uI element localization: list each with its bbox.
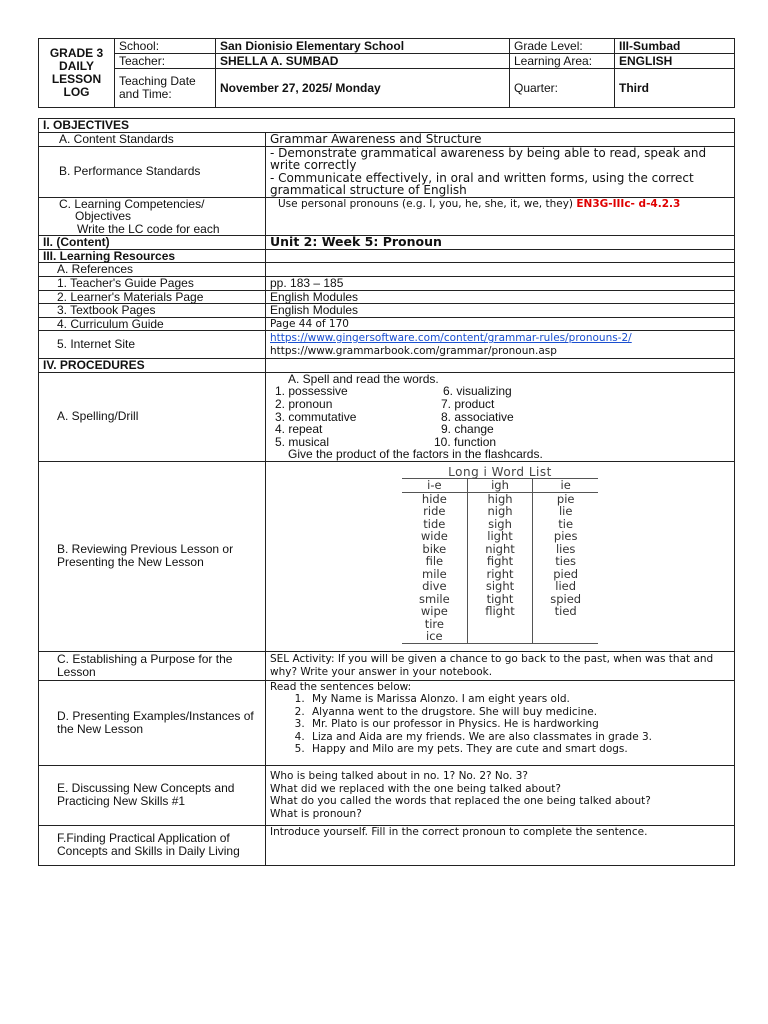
reviewing-label: B. Reviewing Previous Lesson or Presenting the New Lesson	[57, 542, 234, 569]
cg-value: Page 44 of 170	[266, 317, 735, 331]
word-list-word: right	[486, 566, 514, 581]
competencies-label-2: Objectives	[75, 209, 132, 223]
word-list-word: pied	[553, 566, 579, 581]
textbook-label: 3. Textbook Pages	[39, 304, 266, 318]
drill-word: 5. musical	[275, 434, 330, 449]
word-list-word: ride	[423, 504, 446, 518]
word-list-word: mile	[422, 566, 447, 581]
word-list-word: ice	[426, 629, 443, 643]
discussing-question: Who is being talked about in no. 1? No. 2? No. 3?	[270, 770, 528, 782]
quarter-label: Quarter:	[510, 69, 615, 108]
drill-word: 2. pronoun	[275, 396, 333, 411]
discussing-question: What did we replaced with the one being talked about?	[270, 782, 561, 795]
content-standards-label: A. Content Standards	[39, 132, 266, 146]
internet-link-grammarbook[interactable]: https://www.grammarbook.com/grammar/pronoun.asp	[270, 344, 557, 357]
drill-word: 10. function	[434, 434, 497, 449]
word-list-word: sigh	[488, 516, 512, 531]
competencies-value: Use personal pronouns (e.g. I, you, he, she, it, we, they)	[278, 197, 574, 210]
references-label: A. References	[39, 263, 266, 277]
grade-level-label: Grade Level:	[510, 39, 615, 54]
header-table	[38, 38, 735, 108]
word-list-word: night	[485, 541, 515, 556]
example-sentence: 5. Happy and Milo are my pets. They are cute and smart dogs.	[308, 743, 730, 756]
lesson-table	[38, 118, 735, 866]
word-list-word: light	[487, 529, 513, 543]
word-list-word: tide	[423, 516, 446, 531]
discussing-question: What do you called the words that replaced the one being talked about?	[270, 795, 651, 807]
establishing-label: C. Establishing a Purpose for the Lesson	[57, 651, 233, 679]
word-list-word: smile	[419, 591, 450, 606]
presenting-sentences	[270, 693, 730, 756]
word-list-word: high	[487, 491, 513, 506]
word-list-word: sight	[485, 579, 515, 593]
word-list-grid	[402, 478, 598, 644]
word-list-word: hide	[421, 491, 447, 506]
performance-standard-1: - Demonstrate grammatical awareness by being able to read, speak and write correctly	[270, 145, 707, 172]
word-list-word: nigh	[487, 504, 513, 518]
discussing-question: What is pronoun?	[270, 807, 362, 820]
competencies-label-1: C. Learning Competencies/	[59, 196, 205, 211]
example-sentence: 3. Mr. Plato is our professor in Physics. He is hardworking	[308, 718, 730, 731]
competencies-label-3: Write the LC code for each	[77, 221, 220, 236]
word-list-word: flight	[485, 604, 515, 618]
application-label: F.Finding Practical Application of Concepts and Skills in Daily Living	[57, 831, 240, 858]
content-label: II. (Content)	[39, 236, 266, 250]
content-standards-value: Grammar Awareness and Structure	[266, 132, 735, 146]
drill-word: 4. repeat	[275, 421, 323, 436]
textbook-value: English Modules	[266, 304, 735, 318]
word-list-word: lie	[558, 504, 573, 518]
word-list-word: wipe	[420, 604, 448, 618]
establishing-value: SEL Activity: If you will be given a chance to go back to the past, when was that and why? Write your answer in your notebook.	[266, 651, 735, 680]
word-list-word: pie	[556, 491, 575, 506]
word-list-title: Long i Word List	[448, 464, 552, 479]
tg-value: pp. 183 – 185	[266, 276, 735, 290]
drill-footer: Give the product of the factors in the flashcards.	[288, 446, 543, 461]
tg-label: 1. Teacher's Guide Pages	[39, 276, 266, 290]
word-list-header: ie	[533, 479, 598, 493]
example-sentence: 1. My Name is Marissa Alonzo. I am eight years old.	[308, 693, 730, 706]
application-value: Introduce yourself. Fill in the correct pronoun to complete the sentence.	[266, 825, 735, 865]
presenting-label: D. Presenting Examples/Instances of the New Lesson	[57, 708, 254, 736]
word-list-word: lies	[555, 541, 576, 556]
word-list-word: bike	[422, 541, 447, 556]
date-value: November 27, 2025/ Monday	[216, 69, 510, 108]
word-list-word: spied	[550, 591, 582, 606]
procedures-heading: IV. PROCEDURES	[39, 359, 266, 373]
cg-label: 4. Curriculum Guide	[39, 317, 266, 331]
performance-standards-label: B. Performance Standards	[39, 146, 266, 197]
grade-title: GRADE 3 DAILY LESSON LOG	[39, 39, 115, 108]
spelling-drill-label: A. Spelling/Drill	[39, 372, 266, 461]
teacher-value: SHELLA A. SUMBAD	[216, 54, 510, 69]
word-list-word: fight	[486, 554, 514, 568]
drill-word: 6. visualizing	[443, 383, 512, 398]
drill-word: 3. commutative	[275, 409, 357, 424]
word-list-header: i-e	[402, 479, 467, 493]
drill-word: 1. possessive	[275, 383, 348, 398]
word-list-word: wide	[420, 529, 448, 543]
learning-area-label: Learning Area:	[510, 54, 615, 69]
word-list-column-igh	[467, 479, 533, 643]
grade-level-value: III-Sumbad	[615, 39, 735, 54]
word-list-header: igh	[468, 479, 533, 493]
drill-word: 7. product	[441, 396, 495, 411]
word-list-word: tire	[424, 616, 444, 631]
objectives-heading: I. OBJECTIVES	[39, 119, 735, 133]
internet-link-ginger[interactable]: https://www.gingersoftware.com/content/grammar-rules/pronouns-2/	[270, 332, 632, 344]
presenting-intro: Read the sentences below:	[270, 680, 412, 693]
word-list-word: file	[425, 554, 444, 568]
discussing-label: E. Discussing New Concepts and Practicing New Skills #1	[57, 781, 235, 808]
word-list-word: pies	[553, 529, 578, 543]
content-value: Unit 2: Week 5: Pronoun	[266, 236, 735, 250]
word-list-column-ie2	[532, 479, 598, 643]
school-label: School:	[115, 39, 216, 54]
example-sentence: 4. Liza and Aida are my friends. We are also classmates in grade 3.	[308, 731, 730, 744]
spelling-drill-content	[266, 373, 734, 461]
example-sentence: 2. Alyanna went to the drugstore. She will buy medicine.	[308, 706, 730, 719]
word-list-word: tie	[558, 516, 574, 531]
lm-label: 2. Learner's Materials Page	[39, 290, 266, 304]
drill-instruction: A. Spell and read the words.	[288, 371, 439, 386]
drill-word: 8. associative	[441, 409, 514, 424]
teacher-label: Teacher:	[115, 54, 216, 69]
long-i-word-list	[402, 466, 598, 644]
performance-standard-2: - Communicate effectively, in oral and written forms, using the correct grammatical structure of English	[270, 170, 694, 197]
word-list-word: tight	[486, 591, 514, 606]
school-value: San Dionisio Elementary School	[216, 39, 510, 54]
drill-word: 9. change	[441, 421, 494, 436]
lm-value: English Modules	[266, 290, 735, 304]
learning-area-value: ENGLISH	[615, 54, 735, 69]
resources-heading: III. Learning Resources	[39, 249, 266, 263]
competencies-code: EN3G-IIIc- d-4.2.3	[576, 197, 681, 210]
word-list-word: ties	[555, 554, 577, 568]
internet-label: 5. Internet Site	[39, 331, 266, 359]
word-list-word: dive	[422, 579, 447, 593]
word-list-word: tied	[554, 604, 577, 618]
word-list-column-ie	[402, 479, 467, 643]
word-list-word: lied	[555, 579, 577, 593]
quarter-value: Third	[615, 69, 735, 108]
date-label: Teaching Date and Time:	[115, 69, 216, 108]
